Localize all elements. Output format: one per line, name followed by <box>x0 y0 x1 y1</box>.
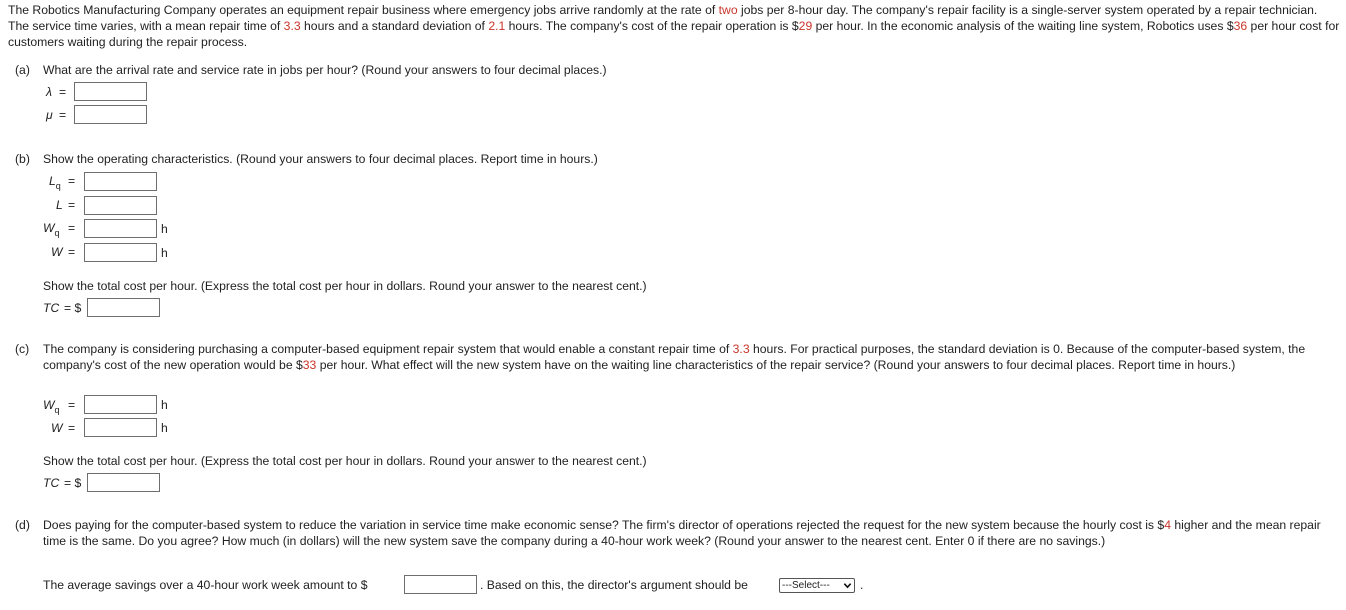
arrival-rate-value: two <box>718 3 738 17</box>
part-b-cost-question: Show the total cost per hour. (Express the total cost per hour in dollars. Round your answer to the nearest cent.) <box>43 279 647 293</box>
savings-text: The average savings over a 40-hour work week amount to $ <box>43 578 368 592</box>
constant-repair-time-value: 3.3 <box>732 342 750 356</box>
part-b-label: (b) <box>15 152 30 166</box>
waiting-cost-value: 36 <box>1233 19 1248 33</box>
w-equals: = <box>68 245 76 259</box>
wq-input[interactable] <box>84 219 157 238</box>
mu-equals: = <box>59 108 67 122</box>
wq-symbol: $W_q$ <box>43 221 60 238</box>
lq-symbol: $L_q$ <box>49 174 61 191</box>
repair-cost-value: 29 <box>798 19 813 33</box>
part-c-cost-question: Show the total cost per hour. (Express the total cost per hour in dollars. Round your answer to the nearest cent.) <box>43 454 647 468</box>
std-dev-value: 2.1 <box>488 19 506 33</box>
w-input[interactable] <box>84 243 157 262</box>
part-b-question: Show the operating characteristics. (Round your answers to four decimal places. Report time in hours.) <box>43 152 598 166</box>
l-input[interactable] <box>84 196 157 215</box>
lq-equals: = <box>68 174 76 188</box>
tc-c-input[interactable] <box>87 473 160 492</box>
problem-intro: The Robotics Manufacturing Company operates an equipment repair business where emergency jobs arrive randomly at the rate of two jobs per 8-hour day. The company's repair facility is a single-server system operated by a repair technician. The service time varies, with a mean repair time of 3.3 hours and a standard deviation of 2.1 hours. The company's cost of the repair operation is $29 per hour. In the economic analysis of the waiting line system, Robotics uses $36 per hour cost for customers waiting during the repair process. <box>8 3 1340 49</box>
lambda-symbol: λ <box>46 85 52 99</box>
part-c-question: The company is considering purchasing a computer-based equipment repair system that would enable a constant repair time of 3.3 hours. For practical purposes, the standard deviation is 0. Because of the computer-based system, the company's cost of the new operation would be $33 per hour. What effect will the new system have on the waiting line characteristics of the repair service? (Round your answers to four decimal places. Report time in hours.) <box>43 342 1306 372</box>
tc-c-symbol: TC <box>43 476 60 490</box>
lambda-equals: = <box>59 85 67 99</box>
tc-c-equals: = $ <box>64 476 82 490</box>
argument-select-value: ---Select--- <box>782 580 830 591</box>
wq-c-equals: = <box>68 398 76 412</box>
part-d-question: Does paying for the computer-based system to reduce the variation in service time make economic sense? The firm's director of operations rejected the request for the new system because the hourly cost is $4 higher and the mean repair time is the same. Do you agree? How much (in dollars) will the new system save the company during a 40-hour work week? (Round your answer to the nearest cent. Enter 0 if there are no savings.) <box>43 518 1321 548</box>
tc-symbol: TC <box>43 301 60 315</box>
w-c-input[interactable] <box>84 418 157 437</box>
l-equals: = <box>68 198 76 212</box>
director-argument-text: . Based on this, the director's argument should be <box>480 578 748 592</box>
wq-equals: = <box>68 221 76 235</box>
wq-c-input[interactable] <box>84 395 157 414</box>
mean-repair-time-value: 3.3 <box>283 19 301 33</box>
w-c-equals: = <box>68 421 76 435</box>
part-c-label: (c) <box>15 342 30 356</box>
tc-equals: = $ <box>64 301 82 315</box>
part-a-question: What are the arrival rate and service rate in jobs per hour? (Round your answers to four decimal places.) <box>43 63 607 77</box>
mu-symbol: μ <box>46 108 53 122</box>
w-symbol: W <box>51 245 63 259</box>
cost-difference-value: 4 <box>1164 518 1171 532</box>
wq-c-symbol: $W_q$ <box>43 398 60 415</box>
new-cost-value: 33 <box>302 358 317 372</box>
w-c-unit: h <box>161 421 168 435</box>
wq-c-unit: h <box>161 398 168 412</box>
tc-input[interactable] <box>87 298 160 317</box>
chevron-down-icon <box>843 581 852 590</box>
part-a-label: (a) <box>15 63 30 77</box>
wq-unit: h <box>161 222 168 236</box>
part-d-label: (d) <box>15 518 30 532</box>
savings-input[interactable] <box>404 575 477 594</box>
argument-select[interactable] <box>779 578 855 593</box>
lambda-input[interactable] <box>74 82 147 101</box>
w-c-symbol: W <box>51 421 63 435</box>
lq-input[interactable] <box>84 172 157 191</box>
sentence-end: . <box>860 578 864 592</box>
w-unit: h <box>161 246 168 260</box>
l-symbol: L <box>56 198 63 212</box>
mu-input[interactable] <box>74 105 147 124</box>
